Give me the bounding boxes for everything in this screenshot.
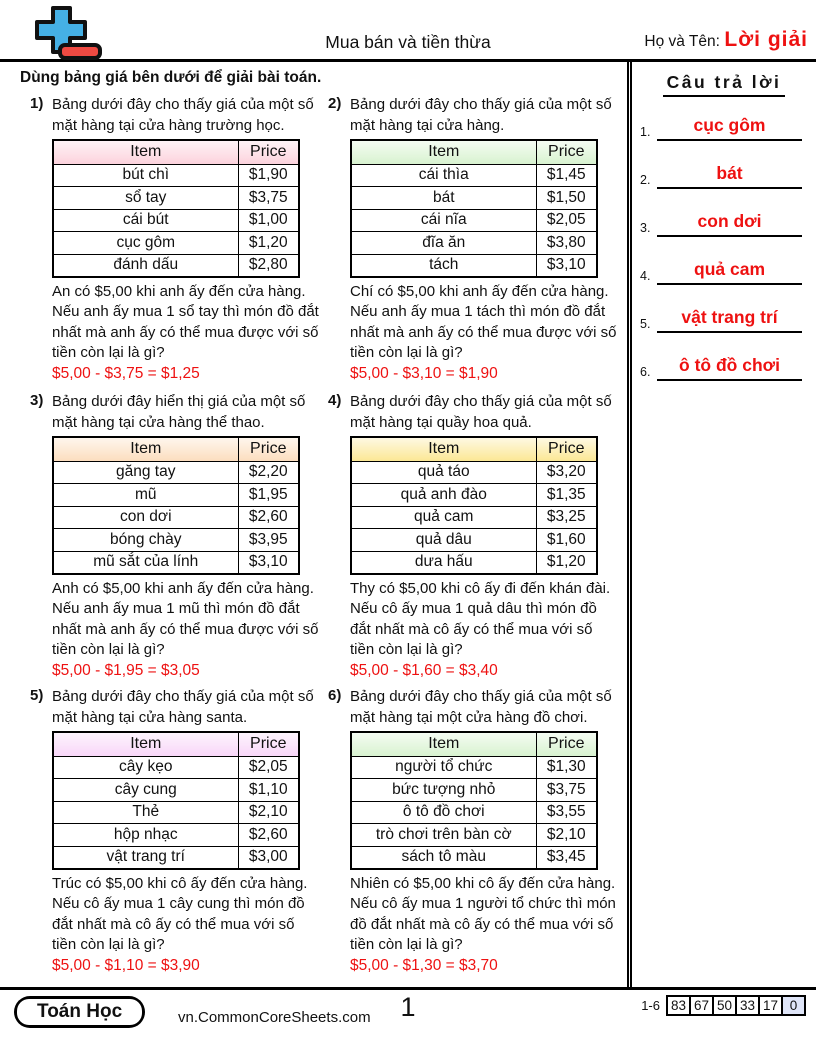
problem-5 xyxy=(30,683,328,975)
problem-number: 2) xyxy=(328,95,342,112)
price-table xyxy=(350,139,598,278)
score-box: 83 xyxy=(666,995,691,1016)
problem-number: 4) xyxy=(328,392,342,409)
price-table xyxy=(350,436,598,575)
answer-equation: $5,00 - $1,10 = $3,90 xyxy=(52,956,200,974)
answer-column xyxy=(627,62,816,987)
answer-equation: $5,00 - $1,95 = $3,05 xyxy=(52,661,200,679)
problem-number: 3) xyxy=(30,392,44,409)
problems-area xyxy=(0,62,627,987)
answer-number: 5. xyxy=(640,317,651,331)
price-header: Price xyxy=(238,140,299,164)
subject-badge-label: Toán Học xyxy=(17,999,142,1025)
table-row: Thẻ $2,10 xyxy=(53,801,299,824)
table-row: người tổ chức $1,30 xyxy=(351,756,597,779)
table-row: hộp nhạc $2,60 xyxy=(53,824,299,847)
table-row: sách tô màu $3,45 xyxy=(351,846,597,869)
price-header: Price xyxy=(238,437,299,461)
problem-6 xyxy=(328,683,626,975)
answer-text: con dơi xyxy=(657,211,802,237)
table-row: mũ sắt của lính $3,10 xyxy=(53,551,299,574)
name-value-answer-key: Lời giải xyxy=(724,28,808,51)
item-header: Item xyxy=(53,437,238,461)
table-row: cái thìa $1,45 xyxy=(351,164,597,187)
score-box: 17 xyxy=(758,995,783,1016)
table-row: sổ tay $3,75 xyxy=(53,187,299,210)
table-row: cây kẹo $2,05 xyxy=(53,756,299,779)
problem-question: Trúc có $5,00 khi cô ấy đến cửa hàng. Nếu cô ấy mua 1 cây cung thì món đồ đắt nhất mà cô ấy có thể mua với số tiền còn lại là gì? xyxy=(52,874,308,953)
table-row: trò chơi trên bàn cờ $2,10 xyxy=(351,824,597,847)
problem-question: Thy có $5,00 khi cô ấy đi đến khán đài. Nếu cô ấy mua 1 quả dâu thì món đồ đắt nhất mà cô ấy có thể mua với số tiền còn lại là gì? xyxy=(350,579,611,658)
score-range-label: 1-6 xyxy=(641,998,660,1013)
problem-question: An có $5,00 khi anh ấy đến cửa hàng. Nếu anh ấy mua 1 sổ tay thì món đồ đắt nhất mà anh ấy có thể mua được với số tiền còn lại là gì? xyxy=(52,282,319,361)
answer-number: 3. xyxy=(640,221,651,235)
answer-number: 6. xyxy=(640,365,651,379)
price-table xyxy=(350,731,598,870)
problem-2 xyxy=(328,91,626,388)
problem-number: 5) xyxy=(30,687,44,704)
problem-4 xyxy=(328,388,626,683)
answer-item-1 xyxy=(640,116,802,141)
instruction-text: Dùng bảng giá bên dưới để giải bài toán. xyxy=(20,69,322,86)
answer-number: 4. xyxy=(640,269,651,283)
page-header xyxy=(0,0,816,62)
problem-intro: Bảng dưới đây cho thấy giá của một số mặt hàng tại cửa hàng trường học. xyxy=(52,96,314,134)
page-title: Mua bán và tiền thừa xyxy=(325,32,491,52)
price-header: Price xyxy=(536,437,597,461)
scoring-chart xyxy=(641,995,806,1016)
item-header: Item xyxy=(351,140,536,164)
answer-number: 1. xyxy=(640,125,651,139)
table-row: cây cung $1,10 xyxy=(53,779,299,802)
problem-intro: Bảng dưới đây cho thấy giá của một số mặt hàng tại cửa hàng santa. xyxy=(52,688,314,726)
table-row: bóng chày $3,95 xyxy=(53,529,299,552)
table-row: đĩa ăn $3,80 xyxy=(351,232,597,255)
name-label: Họ và Tên: xyxy=(644,33,720,50)
content-area xyxy=(0,62,816,987)
problem-question: Nhiên có $5,00 khi cô ấy đến cửa hàng. Nếu cô ấy mua 1 người tổ chức thì món đồ đắt nhất mà cô ấy có thể mua với số tiền còn lại là gì? xyxy=(350,874,616,953)
item-header: Item xyxy=(351,437,536,461)
table-row: cái nĩa $2,05 xyxy=(351,209,597,232)
answer-equation: $5,00 - $3,75 = $1,25 xyxy=(52,364,200,382)
answer-equation: $5,00 - $1,60 = $3,40 xyxy=(350,661,498,679)
table-row: bức tượng nhỏ $3,75 xyxy=(351,779,597,802)
table-row: quả cam $3,25 xyxy=(351,506,597,529)
table-row: dưa hấu $1,20 xyxy=(351,551,597,574)
problem-intro: Bảng dưới đây cho thấy giá của một số mặt hàng tại một cửa hàng đồ chơi. xyxy=(350,688,612,726)
answer-number: 2. xyxy=(640,173,651,187)
answer-text: cục gôm xyxy=(657,115,802,141)
answer-item-2 xyxy=(640,164,802,189)
answer-text: quả cam xyxy=(657,259,802,285)
table-row: quả táo $3,20 xyxy=(351,461,597,484)
problem-3 xyxy=(30,388,328,683)
problem-question: Chí có $5,00 khi anh ấy đến cửa hàng. Nếu anh ấy mua 1 tách thì món đồ đắt nhất mà anh ấy có thể mua được với số tiền còn lại là gì? xyxy=(350,282,617,361)
table-row: vật trang trí $3,00 xyxy=(53,846,299,869)
table-row: quả anh đào $1,35 xyxy=(351,484,597,507)
problem-number: 6) xyxy=(328,687,342,704)
item-header: Item xyxy=(53,140,238,164)
price-table xyxy=(52,731,300,870)
answer-text: ô tô đồ chơi xyxy=(657,355,802,381)
price-table xyxy=(52,436,300,575)
table-row: găng tay $2,20 xyxy=(53,461,299,484)
item-header: Item xyxy=(53,732,238,756)
problem-intro: Bảng dưới đây hiển thị giá của một số mặt hàng tại cửa hàng thể thao. xyxy=(52,393,306,431)
score-box-highlighted: 0 xyxy=(781,995,806,1016)
table-row: ô tô đồ chơi $3,55 xyxy=(351,801,597,824)
item-header: Item xyxy=(351,732,536,756)
website-url: vn.CommonCoreSheets.com xyxy=(178,1009,371,1026)
price-header: Price xyxy=(536,732,597,756)
answer-item-4 xyxy=(640,260,802,285)
table-row: con dơi $2,60 xyxy=(53,506,299,529)
table-row: bút chì $1,90 xyxy=(53,164,299,187)
price-header: Price xyxy=(536,140,597,164)
problems-grid xyxy=(0,91,627,975)
table-row: cục gôm $1,20 xyxy=(53,232,299,255)
page-footer xyxy=(0,987,816,1053)
problem-question: Anh có $5,00 khi anh ấy đến cửa hàng. Nếu anh ấy mua 1 mũ thì món đồ đắt nhất mà anh ấy có thể mua được với số tiền còn lại là gì? xyxy=(52,579,319,658)
problem-number: 1) xyxy=(30,95,44,112)
price-table xyxy=(52,139,300,278)
answer-equation: $5,00 - $3,10 = $1,90 xyxy=(350,364,498,382)
answer-item-3 xyxy=(640,212,802,237)
answer-column-title: Câu trả lời xyxy=(632,72,816,93)
page-number: 1 xyxy=(400,992,416,1022)
answer-item-5 xyxy=(640,308,802,333)
problem-intro: Bảng dưới đây cho thấy giá của một số mặt hàng tại quầy hoa quả. xyxy=(350,393,612,431)
score-box: 33 xyxy=(735,995,760,1016)
score-box: 50 xyxy=(712,995,737,1016)
answer-item-6 xyxy=(640,356,802,381)
problem-intro: Bảng dưới đây cho thấy giá của một số mặt hàng tại cửa hàng. xyxy=(350,96,612,134)
table-row: quả dâu $1,60 xyxy=(351,529,597,552)
answer-text: bát xyxy=(657,163,802,189)
table-row: mũ $1,95 xyxy=(53,484,299,507)
answer-text: vật trang trí xyxy=(657,307,802,333)
score-box: 67 xyxy=(689,995,714,1016)
price-header: Price xyxy=(238,732,299,756)
answer-equation: $5,00 - $1,30 = $3,70 xyxy=(350,956,498,974)
problem-1 xyxy=(30,91,328,388)
table-row: cái bút $1,00 xyxy=(53,209,299,232)
table-row: tách $3,10 xyxy=(351,254,597,277)
table-row: bát $1,50 xyxy=(351,187,597,210)
table-row: đánh dấu $2,80 xyxy=(53,254,299,277)
